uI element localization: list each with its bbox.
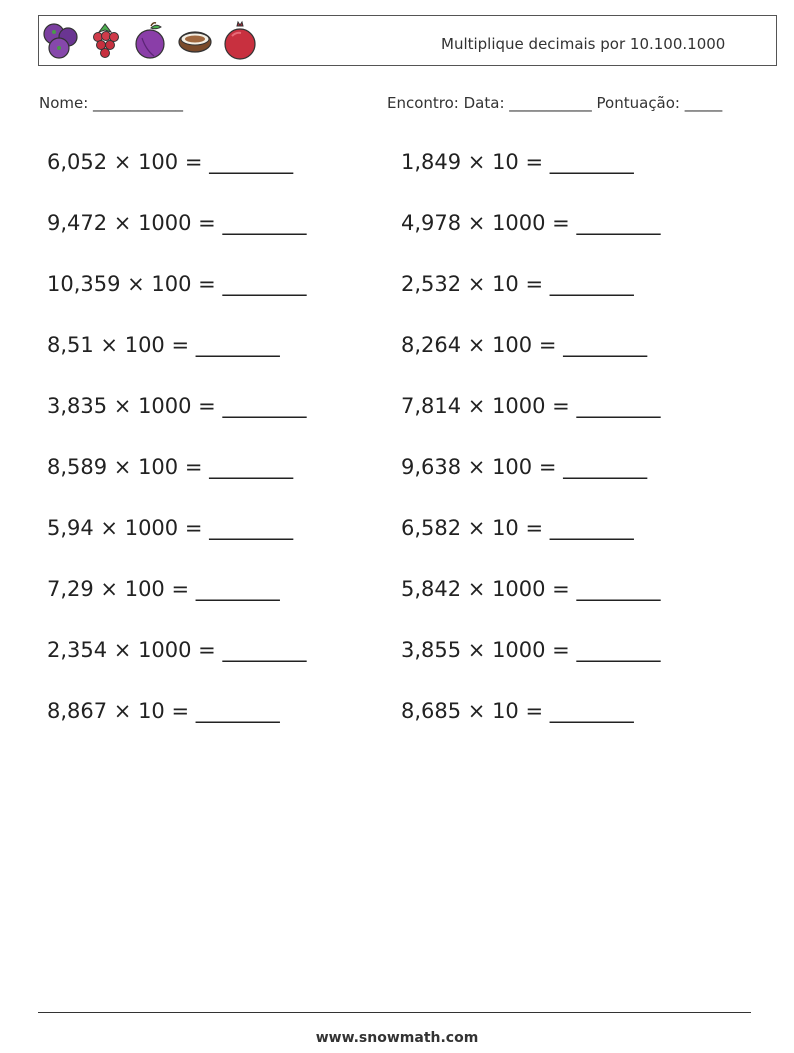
problem-left-8: 7,29 × 100 = ________ — [47, 577, 280, 601]
problem-left-2: 9,472 × 1000 = ________ — [47, 211, 307, 235]
footer-divider — [38, 1012, 751, 1013]
worksheet-title: Multiplique decimais por 10.100.1000 — [441, 35, 726, 53]
problem-left-4: 8,51 × 100 = ________ — [47, 333, 280, 357]
problem-right-4: 8,264 × 100 = ________ — [401, 333, 648, 357]
date-score-label: Encontro: Data: ___________ Pontuação: _____ — [387, 94, 723, 112]
fruit-icons — [42, 20, 267, 62]
problem-right-6: 9,638 × 100 = ________ — [401, 455, 648, 479]
footer-url: www.snowmath.com — [315, 1030, 479, 1046]
problem-left-3: 10,359 × 100 = ________ — [47, 272, 307, 296]
problem-left-1: 6,052 × 100 = ________ — [47, 150, 294, 174]
name-field-label: Nome: ____________ — [39, 94, 184, 112]
plum-icon — [132, 20, 169, 62]
coconut-icon — [177, 20, 214, 62]
raspberry-icon — [87, 20, 124, 62]
blueberries-icon — [42, 20, 79, 62]
problem-right-5: 7,814 × 1000 = ________ — [401, 394, 661, 418]
problem-right-8: 5,842 × 1000 = ________ — [401, 577, 661, 601]
pomegranate-icon — [222, 20, 259, 62]
problem-right-3: 2,532 × 10 = ________ — [401, 272, 634, 296]
problem-right-7: 6,582 × 10 = ________ — [401, 516, 634, 540]
problem-right-1: 1,849 × 10 = ________ — [401, 150, 634, 174]
problem-left-5: 3,835 × 1000 = ________ — [47, 394, 307, 418]
problem-left-9: 2,354 × 1000 = ________ — [47, 638, 307, 662]
problem-right-9: 3,855 × 1000 = ________ — [401, 638, 661, 662]
worksheet-header — [38, 15, 777, 66]
problem-right-10: 8,685 × 10 = ________ — [401, 699, 634, 723]
problem-left-6: 8,589 × 100 = ________ — [47, 455, 294, 479]
problem-right-2: 4,978 × 1000 = ________ — [401, 211, 661, 235]
problem-left-7: 5,94 × 1000 = ________ — [47, 516, 294, 540]
problem-left-10: 8,867 × 10 = ________ — [47, 699, 280, 723]
